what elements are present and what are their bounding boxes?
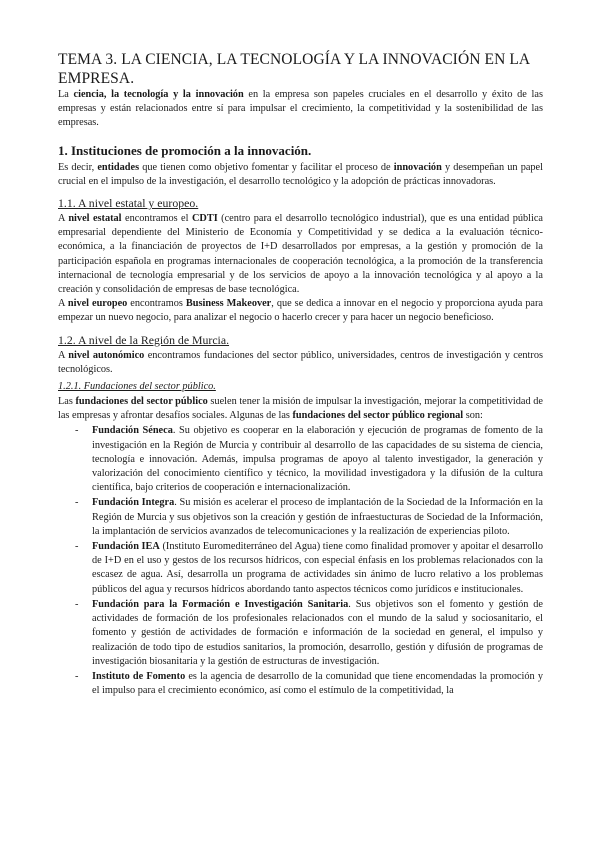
foundations-list xyxy=(58,424,543,698)
page-title: TEMA 3. LA CIENCIA, LA TECNOLOGÍA Y LA INNOVACIÓN EN LA EMPRESA. xyxy=(58,51,530,87)
list-item xyxy=(58,496,543,539)
document-page xyxy=(58,50,543,699)
text: que tienen como objetivo fomentar y facilitar el proceso de xyxy=(139,161,394,173)
text-bold: Business Makeover xyxy=(185,298,272,310)
list-item xyxy=(58,540,543,597)
list-item-name: Fundación IEA xyxy=(92,541,160,553)
section-1-2-heading: 1.2. A nivel de la Región de Murcia. xyxy=(58,332,230,347)
text: A xyxy=(58,298,68,310)
list-item xyxy=(58,598,543,669)
list-bullet: - xyxy=(75,497,79,509)
list-item-text: es la agencia de desarrollo de la comunidad que tiene encomendadas la promoción y el impulso para el crecimiento económico, así como el estímulo de la competitividad, la xyxy=(92,670,543,697)
text: A xyxy=(58,349,69,361)
intro-paragraph xyxy=(58,88,543,131)
section-1-2-1-paragraph xyxy=(58,395,543,423)
list-item-text: (Instituto Euromediterráneo del Agua) tiene como finalidad promover y apoitar el desarrollo de I+D en el uso y gestos de los recursos hídricos, con especial énfasis en los problemas relacionados con la escasez de agua. Así, desarrolla un programa de actividades sin ánimo de lucro relativo a los problemas públicos del agua y recursos hídricos abordando tanto aspectos técnicos como jurídicos e institucionales. xyxy=(92,541,543,595)
list-bullet: - xyxy=(75,598,79,610)
text-bold: CDTI xyxy=(191,213,218,225)
list-item-name: Instituto de Fomento xyxy=(92,670,186,682)
text: encontramos fundaciones del sector público, universidades, centros de investigación y centros tecnológicos. xyxy=(58,349,543,375)
intro-text-bold: ciencia, la tecnología y la innovación xyxy=(73,89,244,100)
text-bold: fundaciones del sector público xyxy=(75,396,208,408)
text: A xyxy=(58,213,69,225)
section-1-1-paragraph-1 xyxy=(58,212,543,297)
list-item xyxy=(58,424,543,495)
text: (centro para el desarrollo tecnológico industrial), que es una entidad pública empresarial dependiente del Ministerio de Economía y Competitividad y se dedica a la evaluación técnico-económica, a la financiación de proyectos de I+D desarrollados por empresas, a la gestión y promoción de la participación española en programas internacionales de cooperación tecnológica, a la promoción de la transferencia internacional de tecnología empresarial y de los servicios de apoyo a la innovación tecnológica y al apoyo a la creación y consolidación de empresas de base tecnológica. xyxy=(58,213,544,296)
text: Es decir, xyxy=(58,161,98,173)
list-item-name: Fundación Séneca xyxy=(92,425,173,437)
list-item-text: . Su misión es acelerar el proceso de implantación de la Sociedad de la Información en la Región de Murcia y sus objetivos son la creación y gestión de infraestucturas de Sociedad de la Información, la implantación de servicios avanzados de telecomunicaciones y la realización de experiencias piloto. xyxy=(92,497,543,537)
section-1-2-1-heading: 1.2.1. Fundaciones del sector público. xyxy=(58,381,216,393)
section-1-heading: 1. Instituciones de promoción a la innovación. xyxy=(58,142,312,158)
list-item-name: Fundación para la Formación e Investigación Sanitaria xyxy=(92,598,349,610)
list-item-text: . Sus objetivos son el fomento y gestión de actividades de formación de los profesionales relacionados con el mundo de la salud y sociosanitario, el fomento y gestión de actividades de formación e información de la sociedad en general, el impulso y realización de todo tipo de estudios sanitarios, la promoción, desarrollo, gestión y difusión de programas de investigación biosanitaria y la gestión de estructuras de investigación. xyxy=(92,598,543,667)
list-bullet: - xyxy=(75,670,79,682)
text-bold: fundaciones del sector público regional xyxy=(292,410,464,422)
list-item-name: Fundación Integra xyxy=(92,497,175,509)
text: y desempeñan un papel crucial en el impulso de la investigación, el desarrollo tecnológico y la adopción de prácticas innovadoras. xyxy=(58,161,543,187)
section-1-paragraph xyxy=(58,161,543,189)
text: son: xyxy=(463,410,483,422)
intro-text-pre: La xyxy=(58,89,74,100)
list-item xyxy=(58,670,543,698)
text-bold: nivel autonómico xyxy=(68,349,145,361)
text: encontramos xyxy=(127,298,186,310)
section-1-2-paragraph xyxy=(58,349,543,377)
text: , que se dedica a innovar en el negocio y proporciona ayuda para empezar un nuevo negocio, para analizar el negocio o hacerlo crecer y para hacer un negocio beneficioso. xyxy=(58,298,543,324)
text: suelen tener la misión de impulsar la investigación, mejorar la competitividad de las empresas y afrontar desafíos sociales. Algunas de las xyxy=(58,396,543,422)
text: Las xyxy=(58,396,76,408)
text: encontramos el xyxy=(121,213,192,225)
section-1-1-paragraph-2 xyxy=(58,297,543,325)
text-bold: nivel europeo xyxy=(67,298,128,310)
text-bold: innovación xyxy=(393,161,442,173)
section-1-1-heading: 1.1. A nivel estatal y europeo. xyxy=(58,196,199,211)
list-bullet: - xyxy=(75,541,79,553)
list-bullet: - xyxy=(75,425,79,437)
list-item-text: . Su objetivo es cooperar en la elaboración y ejecución de programas de fomento de la investigación en la Región de Murcia y contribuir al desarrollo de las capacidades de su sistema de ciencia, tecnología e innovación. Además, impulsa programas de apoyo al talento investigador, la generación y valorización del conocimiento científico y técnico, la movilidad investigadora y la difusión de la cultura científica, bajo criterios de cooperación e internacionalización. xyxy=(92,425,543,494)
text-bold: entidades xyxy=(97,161,140,173)
intro-text-post: en la empresa son papeles cruciales en el desarrollo y éxito de las empresas y están relacionados entre sí para impulsar el crecimiento, la competitividad y la sostenibilidad de las empresas. xyxy=(58,89,543,129)
text-bold: nivel estatal xyxy=(68,213,122,225)
